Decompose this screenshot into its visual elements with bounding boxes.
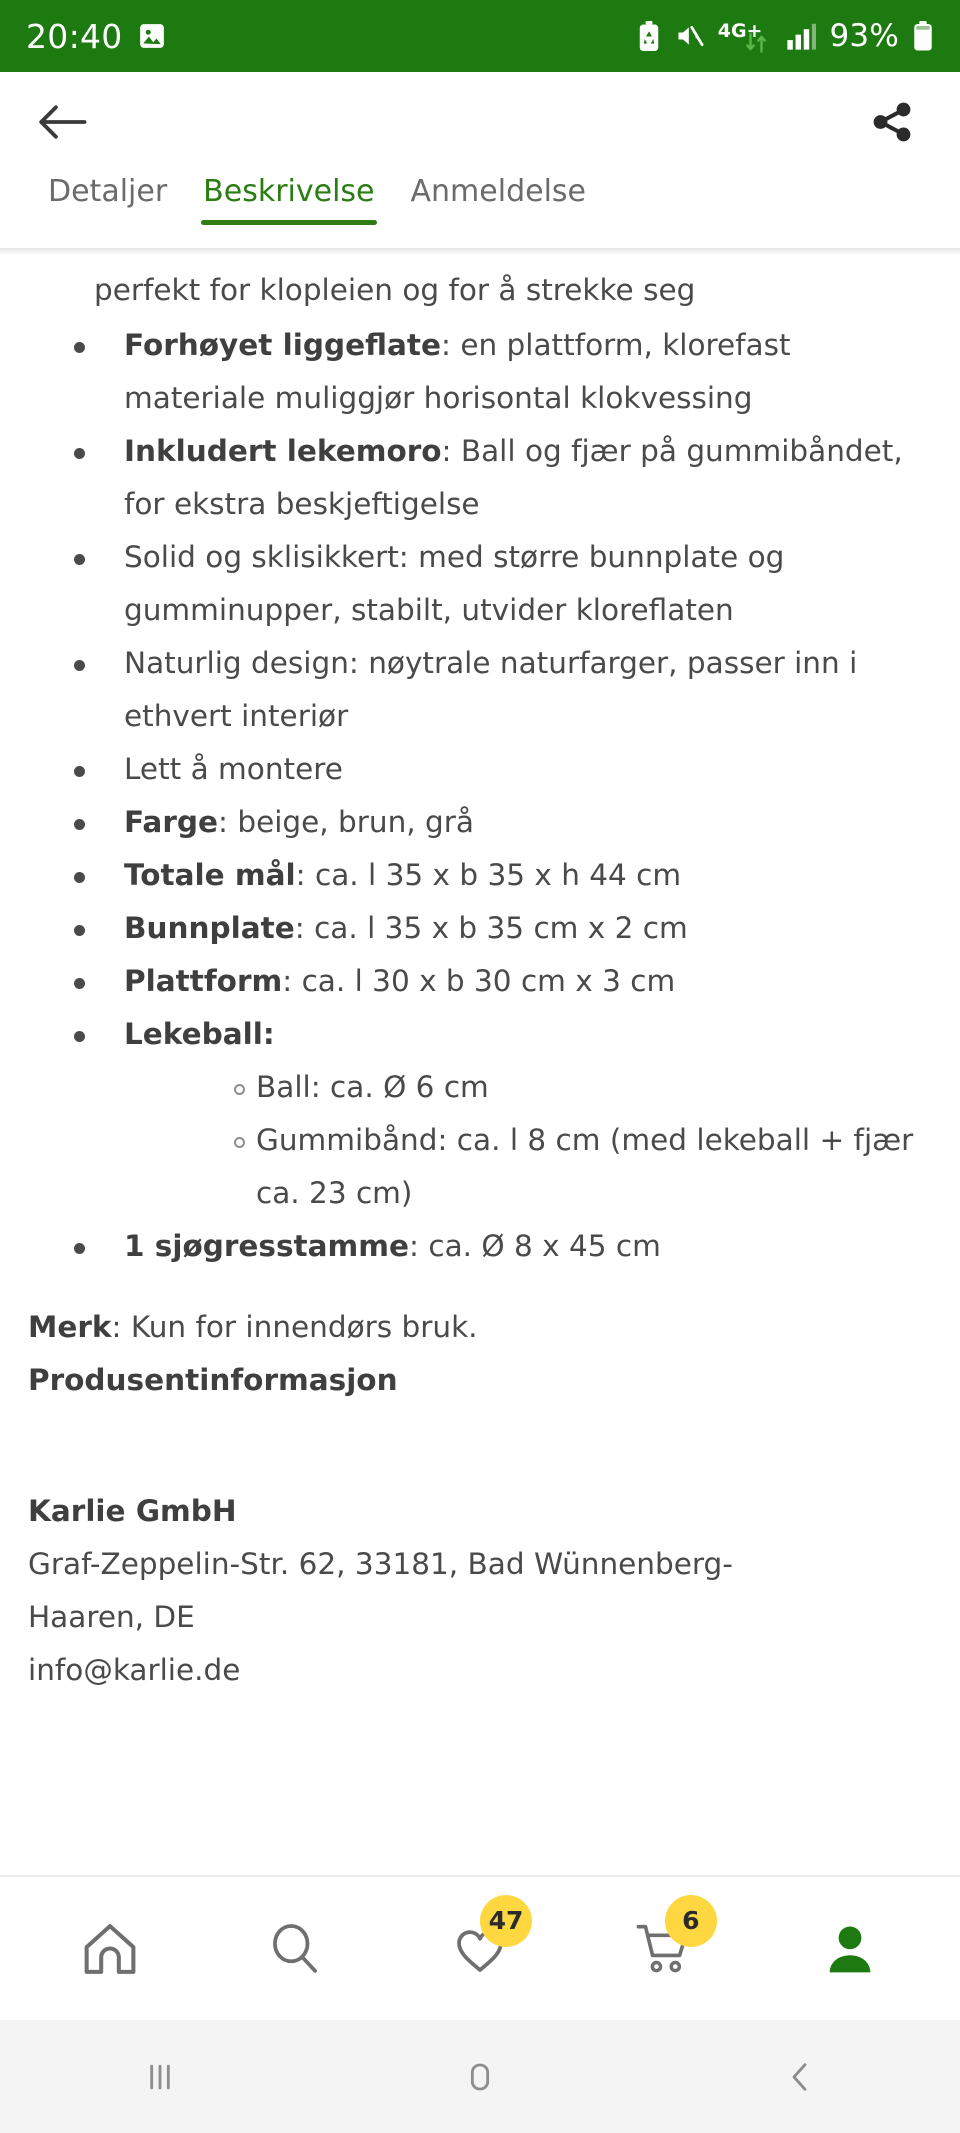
list-item-text: ca. Ø 8 x 45 cm [428, 1229, 661, 1263]
list-item-label: Bunnplate [124, 911, 295, 945]
tab-anmeldelse[interactable]: Anmeldelse [410, 174, 586, 209]
list-item [28, 796, 932, 849]
list-item [28, 531, 932, 637]
cart-badge: 6 [665, 1895, 717, 1947]
producer-heading-label: Produsentinformasjon [28, 1363, 398, 1397]
list-item-text: ca. l 35 x b 35 x h 44 cm [314, 858, 682, 892]
list-item-label: 1 sjøgresstamme [124, 1229, 410, 1263]
nav-item-home[interactable] [50, 1899, 170, 1999]
note-text: : Kun for innendørs bruk. [111, 1310, 478, 1344]
photo-icon [137, 21, 167, 51]
note-paragraph [28, 1301, 932, 1354]
data-transfer-icon [745, 33, 767, 53]
list-item-sep: : [409, 1229, 429, 1263]
list-item-sep: : [282, 964, 302, 998]
list-item-text: beige, brun, grå [237, 805, 474, 839]
list-item-label: Plattform [124, 964, 283, 998]
list-item-label: Forhøyet liggeflate [124, 328, 441, 362]
nav-item-cart[interactable] [605, 1899, 725, 1999]
tab-bar [0, 172, 960, 250]
list-item [28, 902, 932, 955]
producer-heading [28, 1354, 932, 1407]
person-icon [821, 1920, 879, 1978]
share-icon [869, 99, 915, 145]
favorites-badge: 47 [480, 1895, 532, 1947]
recents-icon [140, 2057, 180, 2097]
list-item [28, 1008, 932, 1220]
manufacturer-address-line-2: Haaren, DE [28, 1600, 195, 1634]
search-icon [266, 1920, 324, 1978]
list-item [28, 849, 932, 902]
nav-item-favorites[interactable] [420, 1899, 540, 1999]
status-bar [0, 0, 960, 72]
list-item-text: en plattform, klorefast materiale muliggjør horisontal klokvessing [124, 328, 791, 415]
bottom-navigation [0, 1875, 960, 2020]
list-item-sep: : [218, 805, 238, 839]
status-bar-left [26, 16, 167, 56]
list-item-sep: : [441, 434, 461, 468]
nav-item-search[interactable] [235, 1899, 355, 1999]
list-item [28, 319, 932, 425]
tab-beskrivelse[interactable]: Beskrivelse [199, 172, 378, 225]
list-item-text: ca. l 30 x b 30 cm x 3 cm [301, 964, 676, 998]
list-item [28, 1220, 932, 1273]
lekeball-sublist [124, 1061, 932, 1220]
back-button[interactable] [30, 90, 94, 154]
list-item [28, 743, 932, 796]
network-type-label: 4G+ [717, 19, 763, 42]
feature-list [28, 319, 932, 1273]
manufacturer-block [28, 1485, 932, 1697]
signal-bars-icon [786, 22, 816, 50]
status-bar-right [636, 17, 934, 54]
manufacturer-address-line-1: Graf-Zeppelin-Str. 62, 33181, Bad Wünnenberg- [28, 1547, 733, 1581]
tab-detaljer[interactable]: Detaljer [48, 174, 168, 209]
mute-icon [675, 22, 705, 50]
system-navigation-bar [0, 2020, 960, 2133]
home-square-icon [460, 2057, 500, 2097]
nav-item-account[interactable] [790, 1899, 910, 1999]
share-button[interactable] [860, 90, 924, 154]
description-content[interactable] [0, 250, 960, 1875]
recents-button[interactable] [95, 2037, 225, 2117]
list-item-label: Totale mål [124, 858, 296, 892]
list-item-label: Farge [124, 805, 219, 839]
list-item-text: Ball og fjær på gummibåndet, for ekstra beskjeftigelse [124, 434, 903, 521]
battery-icon [912, 21, 934, 51]
manufacturer-email[interactable]: info@karlie.de [28, 1653, 241, 1687]
back-button-system[interactable] [735, 2037, 865, 2117]
list-item [28, 955, 932, 1008]
sub-list-item-text: Ball: ca. Ø 6 cm [256, 1070, 489, 1104]
back-chevron-icon [780, 2057, 820, 2097]
content-top-shadow [0, 250, 960, 256]
list-item-sep: : [294, 911, 315, 945]
battery-percent-label: 93% [829, 17, 899, 54]
note-label: Merk [28, 1310, 112, 1344]
list-item [28, 637, 932, 743]
list-item-text: Solid og sklisikkert: med større bunnplate og gumminupper, stabilt, utvider kloreflaten [124, 540, 785, 627]
list-item [28, 425, 932, 531]
home-icon [79, 1918, 141, 1980]
list-item-label: Lekeball: [124, 1017, 275, 1051]
intro-paragraph: perfekt for klopleien og for å strekke seg [94, 273, 696, 307]
app-bar [0, 72, 960, 172]
list-item-sep: : [441, 328, 461, 362]
battery-saver-icon [636, 21, 662, 51]
manufacturer-name: Karlie GmbH [28, 1494, 237, 1528]
sub-list-item [124, 1114, 932, 1220]
back-arrow-icon [36, 101, 88, 143]
list-item-text: Lett å montere [124, 752, 343, 786]
status-time: 20:40 [26, 16, 123, 56]
list-item-label: Inkludert lekemoro [124, 434, 442, 468]
list-item-sep: : [295, 858, 315, 892]
home-button[interactable] [415, 2037, 545, 2117]
sub-list-item [124, 1061, 932, 1114]
sub-list-item-text: Gummibånd: ca. l 8 cm (med lekeball + fjær ca. 23 cm) [256, 1123, 914, 1210]
list-item-text: ca. l 35 x b 35 cm x 2 cm [314, 911, 688, 945]
list-item-text: Naturlig design: nøytrale naturfarger, passer inn i ethvert interiør [124, 646, 858, 733]
